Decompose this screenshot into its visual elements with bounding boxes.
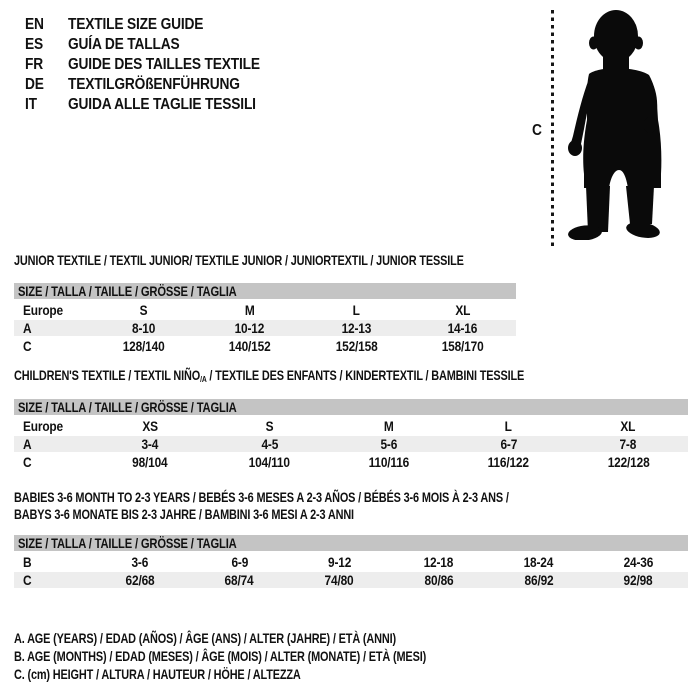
size-cell: L [505, 418, 513, 434]
size-cell: M [384, 418, 394, 434]
size-cell: 14-16 [447, 320, 478, 336]
size-cell: 62/68 [125, 572, 155, 588]
table-row-age [14, 320, 516, 336]
lang-title: TEXTILE SIZE GUIDE [68, 16, 204, 33]
size-cell: 68/74 [225, 572, 254, 588]
table-row-europe [14, 302, 516, 318]
size-cell: 12-18 [424, 554, 454, 570]
junior-section-title: JUNIOR TEXTILE / TEXTIL JUNIOR/ TEXTILE JUNIOR / JUNIORTEXTIL / JUNIOR TESSILE [14, 252, 464, 268]
size-cell: 122/128 [607, 454, 650, 470]
size-cell: L [352, 302, 360, 318]
lang-row-en [25, 15, 291, 35]
lang-title: TEXTILGRÖßENFÜHRUNG [68, 76, 240, 93]
lang-code: DE [25, 76, 44, 93]
size-cell: 5-6 [380, 436, 398, 452]
row-label: C [23, 454, 32, 470]
lang-code: EN [25, 16, 44, 33]
legend-footnotes [14, 629, 542, 683]
babies-size-table [14, 535, 688, 590]
lang-row-de [25, 75, 291, 95]
size-cell: 12-13 [341, 320, 372, 336]
lang-code: ES [25, 36, 44, 53]
size-cell: 74/80 [324, 572, 354, 588]
size-header-bar: SIZE / TALLA / TAILLE / GRÖSSE / TAGLIA [14, 399, 688, 415]
size-header-bar: SIZE / TALLA / TAILLE / GRÖSSE / TAGLIA [14, 535, 688, 551]
size-cell: 10-12 [234, 320, 265, 336]
size-cell: 152/158 [335, 338, 378, 354]
lang-row-it [25, 95, 291, 115]
lang-code: FR [25, 56, 44, 73]
junior-size-table [14, 283, 516, 356]
children-section-title: CHILDREN'S TEXTILE / TEXTIL $NIÑO_{/A}$ / TEXTILE DES ENFANTS / KINDERTEXTIL / BAMBINI TESSILE [14, 367, 525, 385]
size-cell: 116/122 [487, 454, 530, 470]
table-row-height [14, 454, 688, 470]
size-header-bar: SIZE / TALLA / TAILLE / GRÖSSE / TAGLIA [14, 283, 516, 299]
figure-label-c: C [532, 122, 542, 139]
table-row-months [14, 554, 688, 570]
size-cell: 80/86 [424, 572, 454, 588]
size-cell: S [139, 302, 148, 318]
size-cell: 92/98 [623, 572, 653, 588]
size-cell: 86/92 [524, 572, 553, 588]
table-row-height [14, 338, 516, 354]
size-cell: 110/116 [368, 454, 410, 470]
lang-row-es [25, 35, 291, 55]
lang-title: GUIDE DES TAILLES TEXTILE [68, 56, 260, 73]
size-cell: 158/170 [441, 338, 484, 354]
size-cell: 128/140 [122, 338, 165, 354]
footnote-age-years: A. AGE (YEARS) / EDAD (AÑOS) / ÂGE (ANS) / ALTER (JAHRE) / ETÀ (ANNI) [14, 630, 396, 646]
size-cell: 7-8 [619, 436, 637, 452]
size-cell: XS [142, 418, 158, 434]
row-label: B [23, 554, 32, 570]
table-row-height [14, 572, 688, 588]
size-cell: 6-9 [231, 554, 248, 570]
toddler-silhouette-icon [565, 8, 665, 240]
size-cell: 104/110 [248, 454, 290, 470]
children-size-table [14, 399, 688, 472]
lang-code: IT [25, 96, 37, 113]
size-cell: 4-5 [261, 436, 278, 452]
row-label: A [23, 320, 32, 336]
size-cell: 3-6 [131, 554, 149, 570]
size-cell: 9-12 [327, 554, 351, 570]
size-cell: 24-36 [623, 554, 653, 570]
row-label: C [23, 572, 32, 588]
table-row-europe [14, 418, 688, 434]
lang-title: GUÍA DE TALLAS [68, 36, 180, 53]
size-cell: M [244, 302, 255, 318]
language-title-block [25, 15, 291, 115]
babies-section-title: BABIES 3-6 MONTH TO 2-3 YEARS / BEBÉS 3-6 MESES A 2-3 AÑOS / BÉBÉS 3-6 MOIS À 2-3 ANS / BABYS 3-6 MONATE BIS 2-3 JAHRE / BAMBINI 3-6 MESI A 2-3 ANNI [14, 489, 509, 522]
height-measure-line [551, 10, 554, 247]
size-cell: XL [455, 302, 471, 318]
footnote-height-cm: C. (cm) HEIGHT / ALTURA / HAUTEUR / HÖHE / ALTEZZA [14, 666, 301, 682]
footnote-age-months: B. AGE (MONTHS) / EDAD (MESES) / ÂGE (MOIS) / ALTER (MONATE) / ETÀ (MESI) [14, 648, 427, 664]
size-cell: 18-24 [523, 554, 554, 570]
row-label: A [23, 436, 32, 452]
size-cell: 6-7 [500, 436, 517, 452]
title-subscript: /A [200, 374, 207, 385]
size-cell: 140/152 [228, 338, 271, 354]
lang-row-fr [25, 55, 291, 75]
size-cell: 8-10 [131, 320, 155, 336]
size-cell: 3-4 [141, 436, 159, 452]
table-row-age [14, 436, 688, 452]
lang-title: GUIDA ALLE TAGLIE TESSILI [68, 96, 256, 113]
row-label: Europe [23, 418, 63, 434]
row-label: Europe [23, 302, 63, 318]
size-cell: XL [620, 418, 636, 434]
size-cell: S [265, 418, 274, 434]
row-label: C [23, 338, 32, 354]
size-cell: 98/104 [132, 454, 168, 470]
